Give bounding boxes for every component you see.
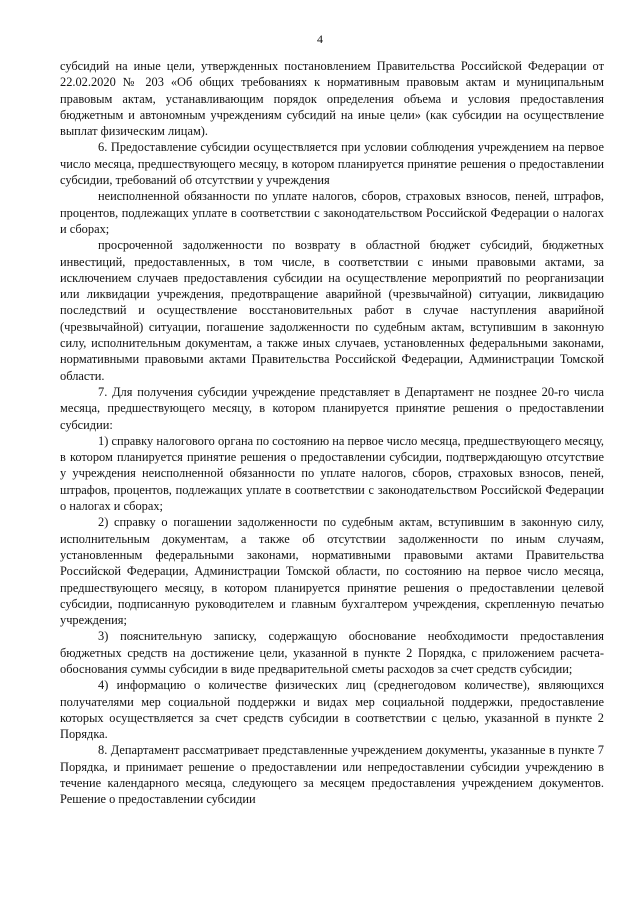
- paragraph-7-item-1: 1) справку налогового органа по состоянию на первое число месяца, предшествующего месяцу, в котором планируется принятие решения о предоставлении субсидии, подтверждающую отсутствие у учреждения неисполненной обязанности по уплате налогов, сборов, страховых взносов, пеней, штрафов, процентов, подлежащих уплате в соответствии с законодательством Российской Федерации о налогах и сборах;: [60, 433, 604, 514]
- paragraph-6-tax: неисполненной обязанности по уплате налогов, сборов, страховых взносов, пеней, штрафов, процентов, подлежащих уплате в соответствии с законодательством Российской Федерации о налогах и сборах;: [60, 189, 604, 236]
- paragraph-7-item-3: 3) пояснительную записку, содержащую обоснование необходимости предоставления бюджетных средств на достижение цели, указанной в пункте 2 Порядка, с приложением расчета-обоснования суммы субсидии в виде предварительной сметы расходов за счет средств субсидии;: [60, 629, 604, 676]
- paragraph-7: 7. Для получения субсидии учреждение представляет в Департамент не позднее 20-го числа месяца, предшествующего месяцу, в котором планируется принятие решения о предоставлении субсидии:: [60, 384, 604, 432]
- paragraph-intro: субсидий на иные цели, утвержденных постановлением Правительства Российской Федерации от 22.02.2020 № 203 «Об общих требованиях к нормативным правовым актам и муниципальным правовым актам, устанавливающим порядок определения объема и условия предоставления бюджетным и автономным учреждениям субсидий на иные цели» (как субсидии на осуществление выплат физическим лицам).: [60, 59, 604, 139]
- paragraph-6-debt: просроченной задолженности по возврату в областной бюджет субсидий, бюджетных инвестиций, предоставленных, в том числе, в соответствии с иными правовыми актами, за исключением случаев предоставления субсидии на осуществление мероприятий по реорганизации или ликвидации учреждения, предотвращение аварийной (чрезвычайной) ситуации, ликвидацию последствий и осуществление восстановительных работ в случае наступления аварийной (чрезвычайной) ситуации, погашение задолженности по судебным актам, вступившим в законную силу, исполнительным документам, а также иных случаев, установленных федеральными законами, нормативными правовыми актами Правительства Российской Федерации, Администрации Томской области.: [60, 238, 604, 383]
- document-body: [60, 58, 604, 808]
- page-number: 4: [317, 32, 323, 46]
- paragraph-7-item-2: 2) справку о погашении задолженности по судебным актам, вступившим в законную силу, исполнительным документам, а также об отсутствии задолженности по иным случаям, установленным федеральными законами, нормативными правовыми актами Правительства Российской Федерации, Администрации Томской области, по состоянию на первое число месяца, предшествующего месяцу, в котором планируется принятие решения о предоставлении целевой субсидии, подписанную руководителем и главным бухгалтером учреждения, скрепленную печатью учреждения;: [60, 515, 604, 628]
- paragraph-7-item-4: 4) информацию о количестве физических лиц (среднегодовом количестве), являющихся получателями мер социальной поддержки и видах мер социальной поддержки, предоставление которых осуществляется за счет средств субсидии в соответствии с целью, указанной в пункте 2 Порядка.: [60, 678, 604, 742]
- paragraph-8: 8. Департамент рассматривает представленные учреждением документы, указанные в пункте 7 Порядка, и принимает решение о предоставлении или непредоставлении субсидии учреждению в течение календарного месяца, следующего за месяцем предоставления учреждением документов. Решение о предоставлении субсидии: [60, 743, 604, 807]
- paragraph-6: 6. Предоставление субсидии осуществляется при условии соблюдения учреждением на первое число месяца, предшествующего месяцу, в котором планируется принятие решения о предоставлении субсидии, требований об отсутствии у учреждения: [60, 140, 604, 188]
